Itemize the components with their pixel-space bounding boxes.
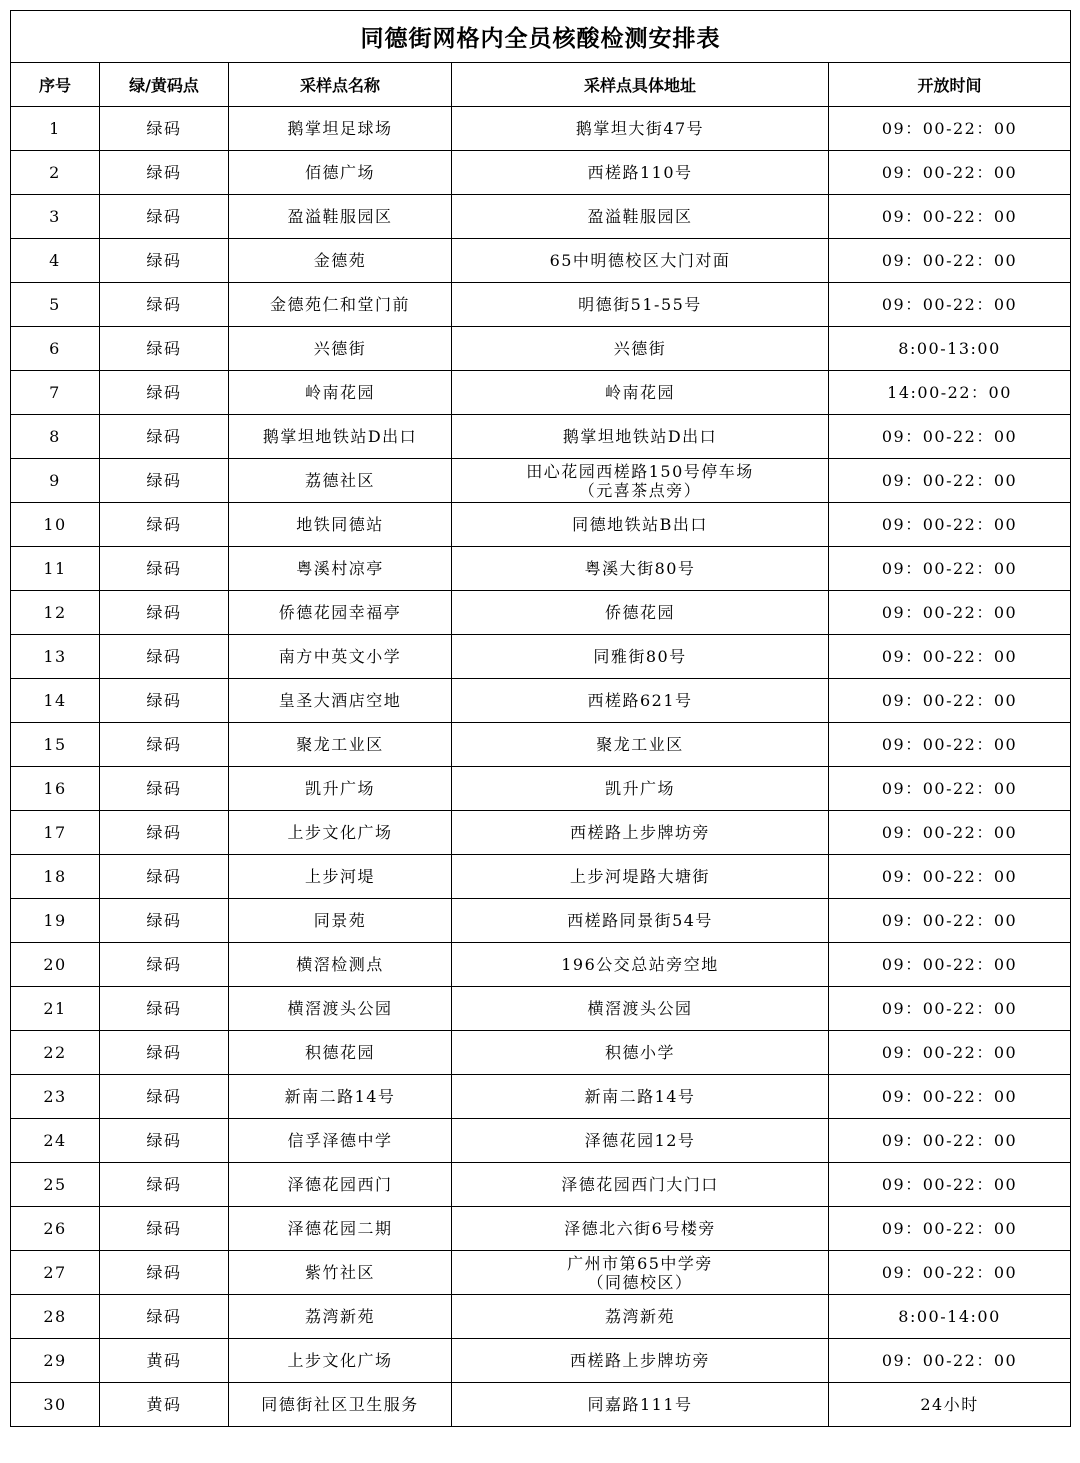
address-line: 田心花园西槎路150号停车场 <box>526 461 754 481</box>
address-line: 荔湾新苑 <box>604 1307 675 1326</box>
cell-code-type: 绿码 <box>100 635 229 679</box>
address-line: 西槎路110号 <box>587 163 693 182</box>
address-line: 凯升广场 <box>604 779 675 798</box>
cell-no: 14 <box>11 679 100 723</box>
cell-open-hours: 09：00-22：00 <box>829 723 1071 767</box>
cell-code-type: 绿码 <box>100 1119 229 1163</box>
cell-site-name: 新南二路14号 <box>229 1075 452 1119</box>
cell-site-address <box>452 1383 829 1427</box>
cell-no: 26 <box>11 1207 100 1251</box>
cell-open-hours: 09：00-22：00 <box>829 679 1071 723</box>
address-line: 聚龙工业区 <box>596 735 684 754</box>
cell-open-hours: 09：00-22：00 <box>829 1339 1071 1383</box>
address-line: 粤溪大街80号 <box>584 559 696 578</box>
cell-site-name: 兴德街 <box>229 327 452 371</box>
cell-site-address <box>452 459 829 503</box>
cell-no: 16 <box>11 767 100 811</box>
table-title: 同德街网格内全员核酸检测安排表 <box>11 11 1071 63</box>
cell-site-address <box>452 107 829 151</box>
table-row <box>11 1383 1071 1427</box>
address-line: 同嘉路111号 <box>587 1395 693 1414</box>
cell-open-hours: 09：00-22：00 <box>829 1207 1071 1251</box>
cell-code-type: 绿码 <box>100 1251 229 1295</box>
address-line: 新南二路14号 <box>584 1087 696 1106</box>
address-line: 泽德花园西门大门口 <box>561 1175 719 1194</box>
cell-open-hours: 09：00-22：00 <box>829 767 1071 811</box>
cell-site-address <box>452 811 829 855</box>
table-row <box>11 855 1071 899</box>
cell-code-type: 绿码 <box>100 547 229 591</box>
table-row <box>11 811 1071 855</box>
cell-open-hours: 09：00-22：00 <box>829 855 1071 899</box>
cell-no: 28 <box>11 1295 100 1339</box>
cell-no: 4 <box>11 239 100 283</box>
cell-code-type: 绿码 <box>100 987 229 1031</box>
address-line: 侨德花园 <box>604 603 675 622</box>
address-line: 鹅掌坦地铁站D出口 <box>562 427 718 446</box>
cell-site-address <box>452 943 829 987</box>
cell-no: 29 <box>11 1339 100 1383</box>
cell-open-hours: 09：00-22：00 <box>829 239 1071 283</box>
cell-site-name: 皇圣大酒店空地 <box>229 679 452 723</box>
cell-open-hours: 14:00-22：00 <box>829 371 1071 415</box>
cell-open-hours: 09：00-22：00 <box>829 415 1071 459</box>
cell-site-address <box>452 723 829 767</box>
cell-code-type: 绿码 <box>100 1075 229 1119</box>
cell-site-address <box>452 195 829 239</box>
cell-site-name: 泽德花园二期 <box>229 1207 452 1251</box>
address-line: 同雅街80号 <box>593 647 687 666</box>
table-row <box>11 635 1071 679</box>
cell-site-name: 荔湾新苑 <box>229 1295 452 1339</box>
cell-site-address <box>452 151 829 195</box>
cell-open-hours: 24小时 <box>829 1383 1071 1427</box>
header-code-type: 绿/黄码点 <box>100 63 229 107</box>
table-row <box>11 1251 1071 1295</box>
cell-site-address <box>452 1339 829 1383</box>
cell-no: 20 <box>11 943 100 987</box>
cell-no: 19 <box>11 899 100 943</box>
cell-site-name: 上步文化广场 <box>229 1339 452 1383</box>
table-row <box>11 1119 1071 1163</box>
cell-no: 10 <box>11 503 100 547</box>
cell-code-type: 绿码 <box>100 723 229 767</box>
cell-no: 30 <box>11 1383 100 1427</box>
cell-site-address <box>452 239 829 283</box>
cell-open-hours: 09：00-22：00 <box>829 503 1071 547</box>
address-line: 积德小学 <box>604 1043 675 1062</box>
table-row <box>11 1163 1071 1207</box>
cell-site-name: 粤溪村凉亭 <box>229 547 452 591</box>
cell-code-type: 绿码 <box>100 151 229 195</box>
table-row <box>11 283 1071 327</box>
cell-open-hours: 09：00-22：00 <box>829 1075 1071 1119</box>
cell-no: 6 <box>11 327 100 371</box>
cell-no: 27 <box>11 1251 100 1295</box>
cell-no: 13 <box>11 635 100 679</box>
table-row <box>11 723 1071 767</box>
cell-open-hours: 09：00-22：00 <box>829 1163 1071 1207</box>
cell-site-name: 信孚泽德中学 <box>229 1119 452 1163</box>
cell-open-hours: 09：00-22：00 <box>829 811 1071 855</box>
cell-no: 15 <box>11 723 100 767</box>
table-row <box>11 239 1071 283</box>
cell-code-type: 黄码 <box>100 1383 229 1427</box>
address-line: 岭南花园 <box>604 383 675 402</box>
schedule-sheet <box>10 10 1070 1427</box>
cell-code-type: 绿码 <box>100 855 229 899</box>
cell-open-hours: 09：00-22：00 <box>829 459 1071 503</box>
address-line: （同德校区） <box>587 1272 693 1292</box>
cell-code-type: 绿码 <box>100 767 229 811</box>
cell-site-address <box>452 1119 829 1163</box>
cell-site-address <box>452 1075 829 1119</box>
cell-code-type: 绿码 <box>100 811 229 855</box>
cell-site-name: 鹅掌坦足球场 <box>229 107 452 151</box>
cell-code-type: 绿码 <box>100 459 229 503</box>
table-row <box>11 371 1071 415</box>
cell-site-name: 凯升广场 <box>229 767 452 811</box>
cell-code-type: 绿码 <box>100 899 229 943</box>
cell-code-type: 绿码 <box>100 239 229 283</box>
address-line: 广州市第65中学旁 <box>567 1253 713 1273</box>
table-row <box>11 679 1071 723</box>
cell-site-address <box>452 635 829 679</box>
cell-open-hours: 8:00-14:00 <box>829 1295 1071 1339</box>
cell-site-address <box>452 1163 829 1207</box>
table-row <box>11 107 1071 151</box>
cell-site-address <box>452 1207 829 1251</box>
address-line: 65中明德校区大门对面 <box>549 251 731 270</box>
cell-open-hours: 09：00-22：00 <box>829 547 1071 591</box>
cell-open-hours: 09：00-22：00 <box>829 987 1071 1031</box>
cell-site-name: 上步文化广场 <box>229 811 452 855</box>
table-row <box>11 1295 1071 1339</box>
cell-code-type: 绿码 <box>100 1163 229 1207</box>
schedule-table <box>10 10 1071 1427</box>
cell-site-name: 佰德广场 <box>229 151 452 195</box>
cell-open-hours: 09：00-22：00 <box>829 1119 1071 1163</box>
cell-no: 1 <box>11 107 100 151</box>
cell-code-type: 绿码 <box>100 107 229 151</box>
address-line: 盈溢鞋服园区 <box>587 207 693 226</box>
cell-site-name: 地铁同德站 <box>229 503 452 547</box>
cell-site-name: 鹅掌坦地铁站D出口 <box>229 415 452 459</box>
cell-site-name: 同德街社区卫生服务 <box>229 1383 452 1427</box>
cell-site-name: 岭南花园 <box>229 371 452 415</box>
cell-site-address <box>452 1251 829 1295</box>
address-line: 横滘渡头公园 <box>587 999 693 1018</box>
cell-site-name: 紫竹社区 <box>229 1251 452 1295</box>
address-line: 同德地铁站B出口 <box>572 515 708 534</box>
address-line: 196公交总站旁空地 <box>561 955 719 974</box>
cell-site-name: 荔德社区 <box>229 459 452 503</box>
table-row <box>11 503 1071 547</box>
cell-site-name: 侨德花园幸福亭 <box>229 591 452 635</box>
cell-site-name: 金德苑仁和堂门前 <box>229 283 452 327</box>
cell-no: 8 <box>11 415 100 459</box>
cell-site-address <box>452 987 829 1031</box>
table-row <box>11 195 1071 239</box>
cell-site-address <box>452 415 829 459</box>
table-row <box>11 767 1071 811</box>
cell-no: 24 <box>11 1119 100 1163</box>
cell-no: 21 <box>11 987 100 1031</box>
address-line: 明德街51-55号 <box>578 295 702 314</box>
cell-site-address <box>452 679 829 723</box>
cell-site-address <box>452 1031 829 1075</box>
address-line: 上步河堤路大塘街 <box>569 867 710 886</box>
cell-site-address <box>452 283 829 327</box>
address-line: （元喜茶点旁） <box>578 480 702 500</box>
cell-no: 9 <box>11 459 100 503</box>
cell-no: 23 <box>11 1075 100 1119</box>
cell-open-hours: 09：00-22：00 <box>829 899 1071 943</box>
cell-site-address <box>452 503 829 547</box>
table-body <box>11 107 1071 1427</box>
cell-site-name: 上步河堤 <box>229 855 452 899</box>
cell-open-hours: 09：00-22：00 <box>829 591 1071 635</box>
header-no: 序号 <box>11 63 100 107</box>
cell-code-type: 绿码 <box>100 195 229 239</box>
cell-site-address <box>452 855 829 899</box>
table-row <box>11 1339 1071 1383</box>
cell-site-address <box>452 1295 829 1339</box>
table-row <box>11 415 1071 459</box>
table-row <box>11 1031 1071 1075</box>
cell-open-hours: 09：00-22：00 <box>829 943 1071 987</box>
cell-site-name: 金德苑 <box>229 239 452 283</box>
cell-site-name: 盈溢鞋服园区 <box>229 195 452 239</box>
cell-no: 25 <box>11 1163 100 1207</box>
table-row <box>11 327 1071 371</box>
header-row <box>11 63 1071 107</box>
table-row <box>11 987 1071 1031</box>
cell-code-type: 绿码 <box>100 327 229 371</box>
cell-code-type: 绿码 <box>100 1295 229 1339</box>
cell-code-type: 绿码 <box>100 415 229 459</box>
cell-code-type: 绿码 <box>100 679 229 723</box>
table-row <box>11 899 1071 943</box>
cell-site-name: 聚龙工业区 <box>229 723 452 767</box>
cell-site-name: 同景苑 <box>229 899 452 943</box>
cell-open-hours: 09：00-22：00 <box>829 151 1071 195</box>
address-line: 鹅掌坦大街47号 <box>575 119 705 138</box>
cell-site-address <box>452 327 829 371</box>
cell-site-address <box>452 547 829 591</box>
cell-site-name: 横滘渡头公园 <box>229 987 452 1031</box>
cell-site-name: 积德花园 <box>229 1031 452 1075</box>
cell-no: 22 <box>11 1031 100 1075</box>
cell-site-name: 南方中英文小学 <box>229 635 452 679</box>
cell-open-hours: 8:00-13:00 <box>829 327 1071 371</box>
cell-open-hours: 09：00-22：00 <box>829 107 1071 151</box>
address-line: 泽德花园12号 <box>584 1131 696 1150</box>
header-site-address: 采样点具体地址 <box>452 63 829 107</box>
cell-code-type: 绿码 <box>100 591 229 635</box>
cell-code-type: 绿码 <box>100 943 229 987</box>
cell-no: 3 <box>11 195 100 239</box>
table-row <box>11 591 1071 635</box>
table-row <box>11 547 1071 591</box>
address-line: 泽德北六街6号楼旁 <box>564 1219 716 1238</box>
header-open-hours: 开放时间 <box>829 63 1071 107</box>
cell-no: 11 <box>11 547 100 591</box>
cell-open-hours: 09：00-22：00 <box>829 635 1071 679</box>
cell-open-hours: 09：00-22：00 <box>829 1251 1071 1295</box>
address-line: 西槎路同景街54号 <box>567 911 713 930</box>
address-line: 西槎路上步牌坊旁 <box>569 823 710 842</box>
address-line: 兴德街 <box>613 339 667 358</box>
table-row <box>11 1075 1071 1119</box>
cell-no: 7 <box>11 371 100 415</box>
cell-code-type: 绿码 <box>100 1031 229 1075</box>
cell-no: 5 <box>11 283 100 327</box>
cell-site-name: 泽德花园西门 <box>229 1163 452 1207</box>
cell-open-hours: 09：00-22：00 <box>829 283 1071 327</box>
cell-code-type: 黄码 <box>100 1339 229 1383</box>
cell-no: 17 <box>11 811 100 855</box>
address-line: 西槎路621号 <box>587 691 693 710</box>
header-site-name: 采样点名称 <box>229 63 452 107</box>
table-row <box>11 459 1071 503</box>
cell-open-hours: 09：00-22：00 <box>829 1031 1071 1075</box>
cell-site-address <box>452 767 829 811</box>
cell-no: 2 <box>11 151 100 195</box>
cell-code-type: 绿码 <box>100 1207 229 1251</box>
cell-code-type: 绿码 <box>100 371 229 415</box>
cell-site-address <box>452 899 829 943</box>
cell-no: 18 <box>11 855 100 899</box>
table-row <box>11 151 1071 195</box>
cell-no: 12 <box>11 591 100 635</box>
address-line: 西槎路上步牌坊旁 <box>569 1351 710 1370</box>
cell-code-type: 绿码 <box>100 503 229 547</box>
table-row <box>11 943 1071 987</box>
cell-code-type: 绿码 <box>100 283 229 327</box>
cell-site-address <box>452 371 829 415</box>
cell-open-hours: 09：00-22：00 <box>829 195 1071 239</box>
cell-site-name: 横滘检测点 <box>229 943 452 987</box>
cell-site-address <box>452 591 829 635</box>
table-row <box>11 1207 1071 1251</box>
